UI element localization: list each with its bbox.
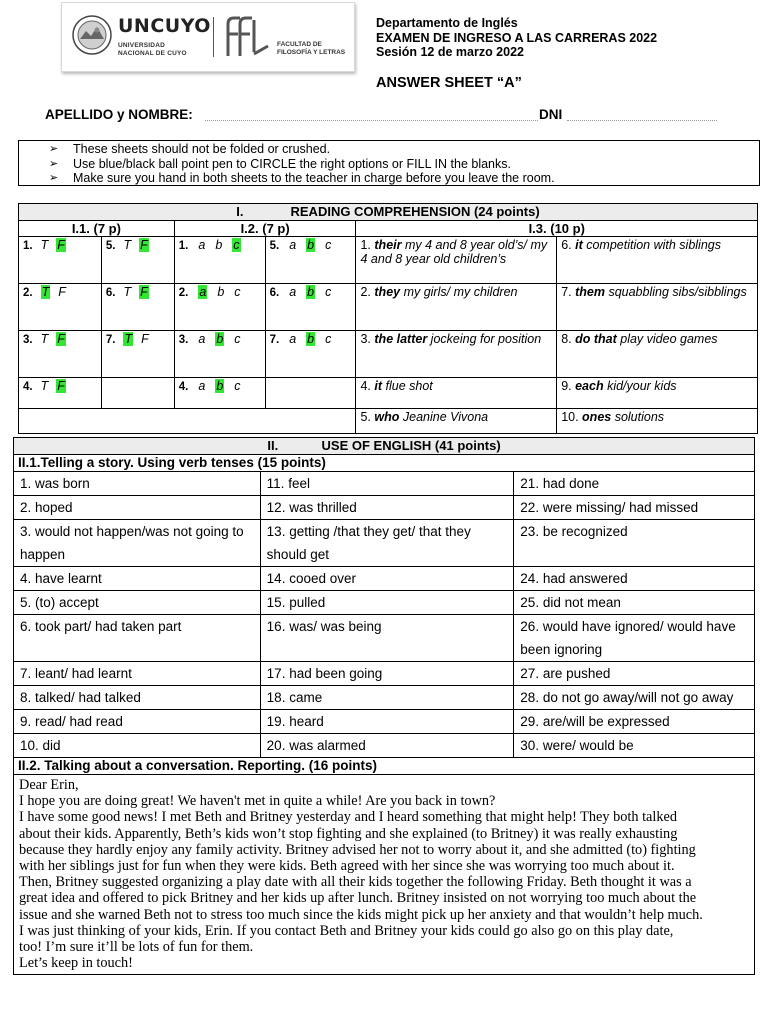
tf-item[interactable] bbox=[19, 331, 102, 378]
reference-item[interactable] bbox=[557, 378, 758, 409]
item-number: 10. bbox=[561, 410, 583, 424]
name-field[interactable] bbox=[205, 120, 538, 121]
item-number: 7. bbox=[269, 334, 280, 346]
reference-item[interactable] bbox=[356, 331, 557, 378]
verb-answer-cell[interactable]: 17. had been going bbox=[260, 662, 514, 686]
answer-sheet-title: ANSWER SHEET “A” bbox=[376, 75, 522, 91]
choice-option-c[interactable]: c bbox=[234, 332, 241, 346]
mc-item[interactable] bbox=[174, 237, 265, 284]
item-number: 5. bbox=[269, 240, 280, 252]
choice-option-c[interactable]: c bbox=[325, 238, 332, 252]
letter-line: great idea and offered to pick Britney and her kids up after lunch. Britney insisted on not worrying too much about the bbox=[19, 890, 697, 907]
table-row bbox=[14, 591, 755, 615]
logo-divider bbox=[213, 17, 214, 57]
false-option[interactable]: F bbox=[141, 332, 149, 346]
verb-answer-cell[interactable]: 13. getting /that they get/ that they should get bbox=[260, 520, 514, 567]
reporting-title: II.2. Talking about a conversation. Reporting. (16 points) bbox=[14, 758, 755, 775]
reference-word: it bbox=[575, 238, 583, 252]
choice-option-b[interactable]: b bbox=[215, 238, 223, 252]
uncuyo-logo-text: UNCUYO bbox=[118, 15, 211, 37]
reference-word: they bbox=[374, 285, 401, 299]
table-row bbox=[14, 496, 755, 520]
true-option[interactable]: T bbox=[123, 238, 132, 252]
letter-line: because they hardly enjoy any family activity. Britney advised her not to worry about it, and she admitted (to) fighting bbox=[19, 841, 696, 858]
department-header: Departamento de Inglés EXAMEN DE INGRESO A LAS CARRERAS 2022 Sesión 12 de marzo 2022 bbox=[376, 16, 658, 59]
uncuyo-logo-subtitle: UNIVERSIDAD NACIONAL DE CUYO bbox=[118, 42, 187, 57]
verb-answer-cell[interactable]: 2. hoped bbox=[14, 496, 261, 520]
letter-line: I have some good news! I met Beth and Britney yesterday and I heard something that might help! They both talked bbox=[19, 809, 678, 826]
table-row bbox=[14, 472, 755, 496]
item-number: 6. bbox=[269, 287, 280, 299]
referent-answer: Jeanine Vivona bbox=[399, 410, 489, 424]
choice-option-b[interactable]: b bbox=[307, 238, 315, 252]
item-number: 9. bbox=[561, 379, 576, 393]
reference-item[interactable] bbox=[356, 409, 557, 434]
table-row bbox=[14, 615, 755, 662]
verb-answer-cell[interactable]: 22. were missing/ had missed bbox=[514, 496, 755, 520]
verb-answer-cell[interactable]: 11. feel bbox=[260, 472, 514, 496]
referent-answer: my girls/ my children bbox=[400, 285, 518, 299]
reference-item[interactable] bbox=[557, 284, 758, 331]
instruction-item: ➢ Use blue/black ball point pen to CIRCLE the right options or FILL IN the blanks. bbox=[49, 157, 759, 172]
tf-item[interactable] bbox=[19, 378, 102, 409]
referent-answer: competition with siblings bbox=[582, 238, 721, 252]
item-number: 7. bbox=[561, 285, 576, 299]
choice-option-a[interactable]: a bbox=[198, 332, 206, 346]
name-dni-row bbox=[45, 107, 735, 127]
verb-answer-cell[interactable]: 10. did bbox=[14, 734, 261, 758]
reference-item[interactable] bbox=[557, 409, 758, 434]
mc-item[interactable] bbox=[265, 284, 356, 331]
item-number: 1. bbox=[23, 240, 33, 252]
verb-answer-cell[interactable]: 16. was/ was being bbox=[260, 615, 514, 662]
verb-answer-cell[interactable]: 9. read/ had read bbox=[14, 710, 261, 734]
choice-option-a[interactable]: a bbox=[289, 238, 297, 252]
item-number: 4. bbox=[23, 381, 33, 393]
letter-line: I was just thinking of your kids, Erin. If you contact Beth and Britney your kids could go also go on this play date, bbox=[19, 922, 674, 939]
verb-answer-cell[interactable]: 25. did not mean bbox=[514, 591, 755, 615]
item-number: 2. bbox=[23, 287, 33, 299]
choice-option-c[interactable]: c bbox=[234, 285, 241, 299]
reference-word: do that bbox=[575, 332, 617, 346]
choice-option-a[interactable]: a bbox=[289, 332, 297, 346]
reference-word: each bbox=[575, 379, 604, 393]
choice-option-c[interactable]: c bbox=[325, 285, 332, 299]
reading-section-title: I. READING COMPREHENSION (24 points) bbox=[19, 204, 758, 221]
ffyl-logo-icon bbox=[224, 16, 270, 58]
verb-answer-cell[interactable]: 23. be recognized bbox=[514, 520, 755, 567]
letter-line: with her siblings just for fun when they were kids. Beth agreed with her since she was worrying too much about it. bbox=[19, 858, 675, 875]
letter-line: Let’s keep in touch! bbox=[19, 955, 133, 972]
referent-answer: flue shot bbox=[382, 379, 433, 393]
reference-item[interactable] bbox=[356, 237, 557, 284]
table-row bbox=[14, 686, 755, 710]
choice-option-a[interactable]: a bbox=[198, 379, 206, 393]
verb-answer-cell[interactable]: 14. cooed over bbox=[260, 567, 514, 591]
reference-word: the latter bbox=[374, 332, 428, 346]
item-number: 6. bbox=[105, 287, 116, 299]
reading-comprehension-table bbox=[18, 203, 758, 434]
verb-answer-cell[interactable]: 12. was thrilled bbox=[260, 496, 514, 520]
instruction-item: ➢ These sheets should not be folded or crushed. bbox=[49, 142, 759, 157]
item-number: 4. bbox=[178, 381, 189, 393]
verb-answer-cell[interactable]: 28. do not go away/will not go away bbox=[514, 686, 755, 710]
tf-item[interactable] bbox=[101, 331, 174, 378]
instructions-box bbox=[18, 140, 760, 186]
true-option[interactable]: T bbox=[123, 285, 132, 299]
false-option[interactable]: F bbox=[57, 332, 65, 346]
item-number: 3. bbox=[23, 334, 33, 346]
instruction-item: ➢ Make sure you hand in both sheets to the teacher in charge before you leave the room. bbox=[49, 171, 759, 186]
verb-answer-cell[interactable]: 3. would not happen/was not going to happen bbox=[14, 520, 261, 567]
item-number: 6. bbox=[561, 238, 576, 252]
reference-word: who bbox=[374, 410, 400, 424]
section-i3-header: I.3. (10 p) bbox=[356, 221, 758, 237]
mc-item[interactable] bbox=[174, 284, 265, 331]
reference-item[interactable] bbox=[557, 237, 758, 284]
item-number: 2. bbox=[178, 287, 189, 299]
reference-word: their bbox=[374, 238, 402, 252]
item-number: 2. bbox=[360, 285, 375, 299]
mc-item[interactable] bbox=[174, 378, 265, 409]
table-row bbox=[14, 710, 755, 734]
verb-answer-cell[interactable]: 27. are pushed bbox=[514, 662, 755, 686]
item-number: 3. bbox=[360, 332, 375, 346]
reference-item[interactable] bbox=[557, 331, 758, 378]
choice-option-b[interactable]: b bbox=[307, 285, 315, 299]
choice-option-a[interactable]: a bbox=[199, 285, 207, 299]
choice-option-a[interactable]: a bbox=[289, 285, 297, 299]
item-number: 5. bbox=[105, 240, 116, 252]
verb-answer-cell[interactable]: 15. pulled bbox=[260, 591, 514, 615]
choice-option-b[interactable]: b bbox=[216, 332, 224, 346]
table-row bbox=[14, 567, 755, 591]
reported-letter[interactable] bbox=[14, 775, 755, 975]
mc-item[interactable] bbox=[265, 237, 356, 284]
reference-word: them bbox=[575, 285, 605, 299]
choice-option-b[interactable]: b bbox=[307, 332, 315, 346]
referent-answer: solutions bbox=[611, 410, 665, 424]
choice-option-b[interactable]: b bbox=[216, 379, 224, 393]
section-i2-header: I.2. (7 p) bbox=[174, 221, 356, 237]
verb-answer-cell[interactable]: 7. leant/ had learnt bbox=[14, 662, 261, 686]
table-row bbox=[14, 520, 755, 567]
verb-answer-cell[interactable]: 21. had done bbox=[514, 472, 755, 496]
referent-answer: my 4 and 8 year old’s/ my 4 and 8 year old children’s bbox=[360, 238, 548, 266]
tf-item[interactable] bbox=[19, 237, 102, 284]
mc-item[interactable] bbox=[174, 331, 265, 378]
verb-answer-cell[interactable]: 29. are/will be expressed bbox=[514, 710, 755, 734]
empty-cell bbox=[265, 378, 356, 409]
ffyl-logo-subtitle: FACULTAD DE FILOSOFÍA Y LETRAS bbox=[277, 41, 346, 56]
choice-option-b[interactable]: b bbox=[217, 285, 225, 299]
name-label: APELLIDO y NOMBRE: bbox=[45, 107, 193, 122]
tf-item[interactable] bbox=[101, 284, 174, 331]
verb-tenses-rows bbox=[14, 472, 755, 758]
verb-tenses-title: II.1.Telling a story. Using verb tenses (15 points) bbox=[14, 455, 755, 472]
verb-answer-cell[interactable]: 4. have learnt bbox=[14, 567, 261, 591]
university-seal-icon bbox=[72, 15, 112, 55]
dni-label: DNI bbox=[539, 107, 563, 122]
verb-answer-cell[interactable]: 30. were/ would be bbox=[514, 734, 755, 758]
false-option[interactable]: F bbox=[57, 379, 65, 393]
item-number: 7. bbox=[105, 334, 116, 346]
verb-answer-cell[interactable]: 20. was alarmed bbox=[260, 734, 514, 758]
empty-cell bbox=[19, 409, 356, 434]
tf-item[interactable] bbox=[101, 237, 174, 284]
letter-line: I hope you are doing great! We haven't met in quite a while! Are you back in town? bbox=[19, 793, 496, 810]
referent-answer: play video games bbox=[616, 332, 718, 346]
verb-answer-cell[interactable]: 1. was born bbox=[14, 472, 261, 496]
letter-line: issue and she warned Beth not to stress too much since the kids might pick up her anxiety and that wouldn’t help much. bbox=[19, 906, 703, 923]
verb-answer-cell[interactable]: 8. talked/ had talked bbox=[14, 686, 261, 710]
false-option[interactable]: F bbox=[58, 285, 66, 299]
referent-answer: kid/your kids bbox=[603, 379, 677, 393]
use-of-english-table bbox=[13, 437, 755, 975]
reference-word: ones bbox=[582, 410, 612, 424]
table-row bbox=[14, 662, 755, 686]
false-option[interactable]: F bbox=[140, 285, 148, 299]
reference-item[interactable] bbox=[356, 284, 557, 331]
true-option[interactable]: T bbox=[124, 332, 133, 346]
item-number: 4. bbox=[360, 379, 375, 393]
tf-item[interactable] bbox=[19, 284, 102, 331]
item-number: 3. bbox=[178, 334, 189, 346]
mc-item[interactable] bbox=[265, 331, 356, 378]
section-i1-header: I.1. (7 p) bbox=[19, 221, 175, 237]
item-number: 1. bbox=[178, 240, 189, 252]
letter-line: Dear Erin, bbox=[19, 777, 79, 793]
empty-cell bbox=[101, 378, 174, 409]
letter-line: Then, Britney suggested organizing a play date with all their kids together the following Friday. Beth thought it was a bbox=[19, 874, 692, 891]
verb-answer-cell[interactable]: 19. heard bbox=[260, 710, 514, 734]
verb-answer-cell[interactable]: 18. came bbox=[260, 686, 514, 710]
true-option[interactable]: T bbox=[40, 379, 49, 393]
false-option[interactable]: F bbox=[57, 238, 65, 252]
true-option[interactable]: T bbox=[41, 285, 50, 299]
true-option[interactable]: T bbox=[40, 332, 49, 346]
false-option[interactable]: F bbox=[140, 238, 148, 252]
reference-item[interactable] bbox=[356, 378, 557, 409]
verb-answer-cell[interactable]: 26. would have ignored/ would have been ignoring bbox=[514, 615, 755, 662]
choice-option-a[interactable]: a bbox=[198, 238, 206, 252]
referent-answer: squabbling sibs/sibblings bbox=[604, 285, 747, 299]
choice-option-c[interactable]: c bbox=[234, 379, 241, 393]
choice-option-c[interactable]: c bbox=[325, 332, 332, 346]
table-row bbox=[14, 734, 755, 758]
item-number: 5. bbox=[360, 410, 375, 424]
choice-option-c[interactable]: c bbox=[233, 238, 240, 252]
item-number: 1. bbox=[360, 238, 375, 252]
verb-answer-cell[interactable]: 5. (to) accept bbox=[14, 591, 261, 615]
english-section-title: II. USE OF ENGLISH (41 points) bbox=[14, 438, 755, 455]
letter-line: too! I’m sure it’ll be lots of fun for them. bbox=[19, 939, 254, 956]
letter-line: about their kids. Apparently, Beth’s kids won’t stop fighting and she explained (to Britney) it was really exhausting bbox=[19, 825, 678, 842]
verb-answer-cell[interactable]: 24. had answered bbox=[514, 567, 755, 591]
logo-banner bbox=[61, 2, 355, 72]
dni-field[interactable] bbox=[567, 120, 717, 121]
item-number: 8. bbox=[561, 332, 576, 346]
referent-answer: jockeing for position bbox=[427, 332, 542, 346]
verb-answer-cell[interactable]: 6. took part/ had taken part bbox=[14, 615, 261, 662]
reference-word: it bbox=[374, 379, 383, 393]
true-option[interactable]: T bbox=[40, 238, 49, 252]
